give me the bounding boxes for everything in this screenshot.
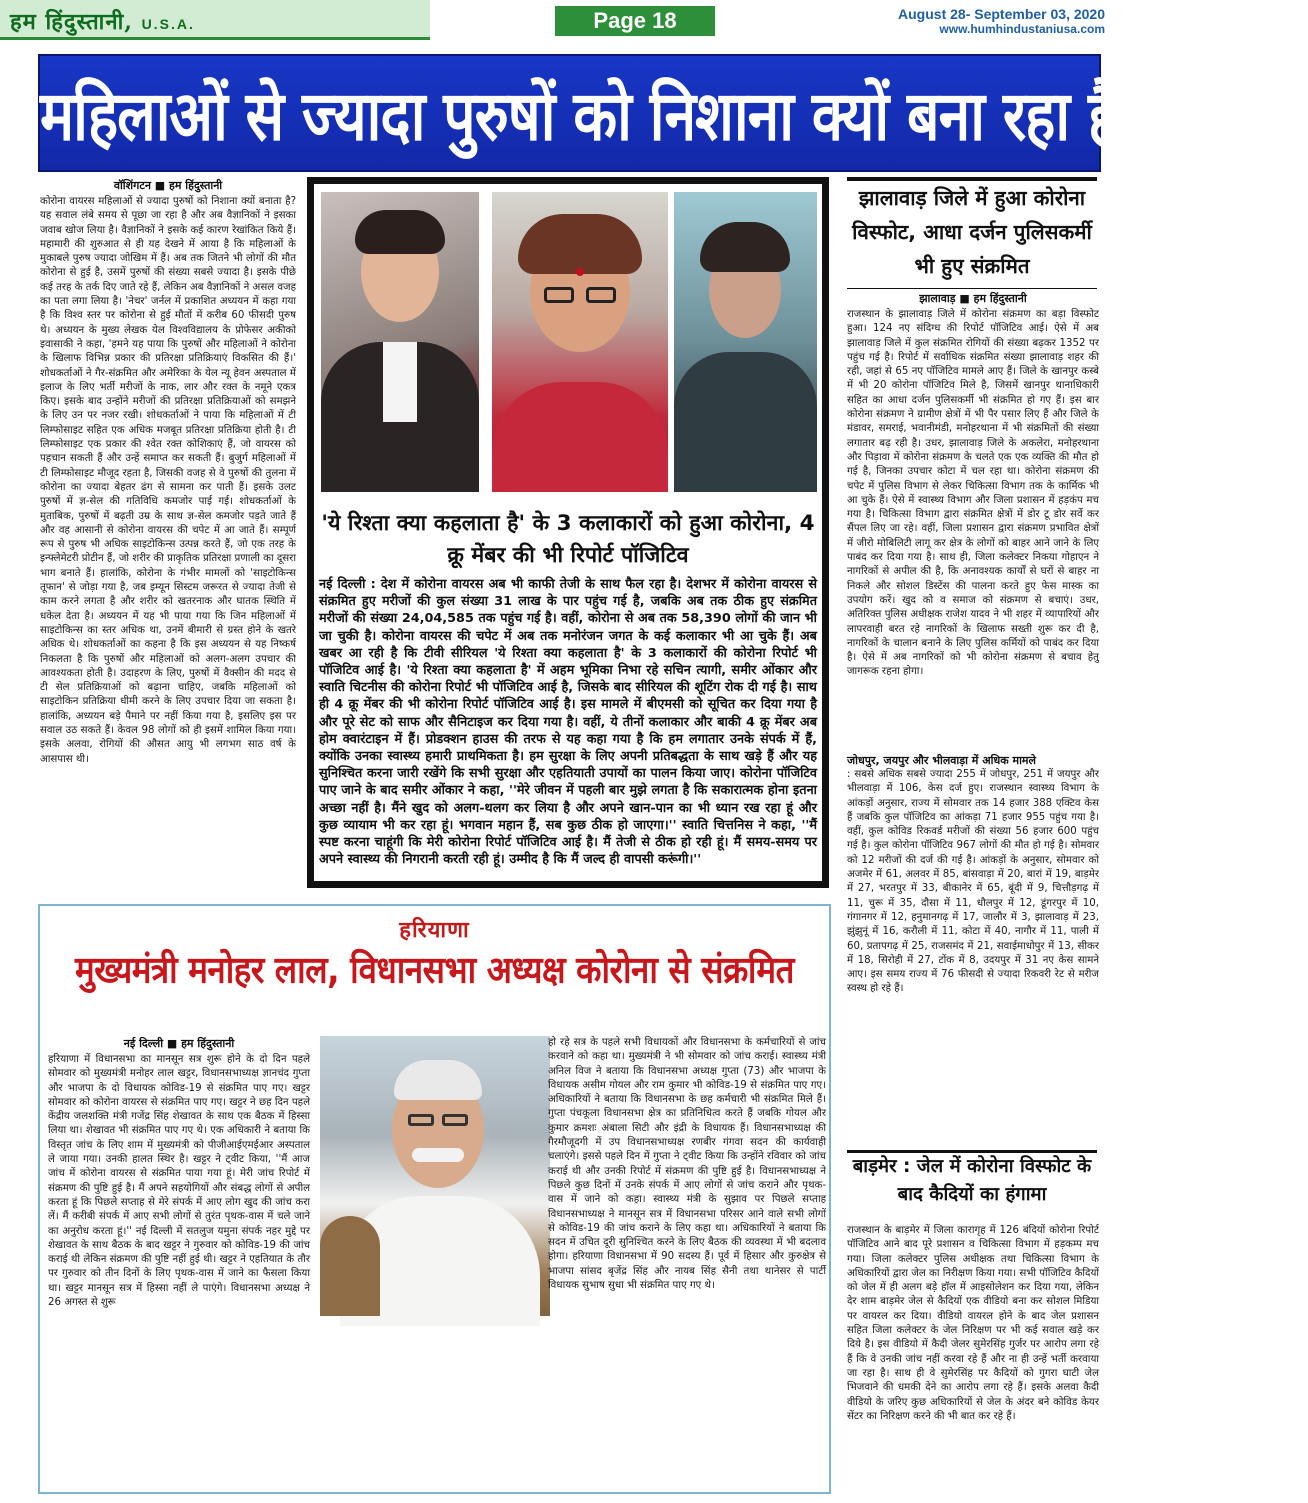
center-article (307, 177, 829, 888)
chief-minister-photo (320, 1036, 550, 1316)
right-article (847, 291, 1099, 1154)
issue-date: August 28- September 03, 2020 (898, 6, 1105, 22)
actor-photo-2 (492, 192, 668, 492)
right-article-dateline: झालावाड़ ■ हम हिंदुस्तानी (919, 292, 1027, 305)
barmer-headline: बाड़मेर : जेल में कोरोना विस्फोट के बाद कैदियों का हंगामा (847, 1150, 1097, 1214)
masthead (10, 6, 195, 36)
masthead-title: हम हिंदुस्तानी, (10, 9, 133, 35)
left-article (40, 178, 296, 1021)
right-article-body: राजस्थान के झालावाड़ जिले में कोरोना संक्रमण का बड़ा विस्फोट हुआ। 124 नए संदिग्ध की रिपोर्ट पॉजिटिव आई। ऐसे में अब झालावाड़ जिले में कुल संक्रमित रोगियों की संख्या बढ़कर 1352 पर पहुंच गई है। रिपोर्ट में सर्वाधिक संक्रमित संख्या झालावाड़ शहर की रही, जहां से 65 नए पॉजिटिव मामले आए हैं। जिले के खानपुर कस्बे में भी 20 कोरोना पॉजिटिव मिले है, जिसमें खानपुर थानाधिकारी सहित का आधा दर्जन पुलिसकर्मी भी संक्रमित हो गए हैं। इस बार कोरोना संक्रमण ने ग्रामीण क्षेत्रों में भी पैर पसार लिए हैं और जिले के मंडावर, समराई, भवानीमंडी, मनोहरथाना में भी संक्रमितों की संख्या लगातार बढ़ रही है। उधर, झालावाड़ जिले के अकलेरा, मनोहरथाना और पिड़ावा में कोरोना संक्रमण के चलते एक एक व्यक्ति की मौत हो गई है, जिनका उपचार कोटा में चल रहा था। कोरोना संक्रमण की चपेट में पुलिस विभाग से लेकर चिकित्सा विभाग तक के कार्मिक भी आ चुके हैं। ऐसे में स्वास्थ्य विभाग और जिला प्रशासन में हड़कंप मच गया है। चिकित्सा विभाग द्वारा संक्रमित क्षेत्रों में डोर टू डोर सर्वे कर सैंपल लिए जा रहे। वहीं, जिला प्रशासन द्वारा संक्रमण प्रभावित क्षेत्रों में जीरो मोबिलिटी लागू कर क्षेत्र के लोगों को बाहर आने जाने के लिए पाबंद कर दिया गया है। साथ ही, जिला कलेक्टर निकया गोहाएन ने नागरिकों से अपील की है, कि अनावश्यक कार्यों से घरों से बाहर ना निकले और सोशल डिस्टेंस की पालना करते हुए फेस मास्क का उपयोग करें। खुद को व समाज को संक्रमण से बचाएं। उधर, अतिरिक्त पुलिस अधीक्षक राजेश यादव ने भी शहर में व्यापारियों और लापरवाही बरत रहे नागरिकों के खिलाफ सख्ती शुरू कर दी है, नागरिकों के चालान बनाने के लिए पुलिस कर्मियों को पाबंद कर दिया है। ऐसे में अब नागरिकों को भी कोरोना संक्रमण से बचाव हेतु जागरूक रहना होगा। (847, 309, 1099, 678)
page-number: Page 18 (555, 6, 715, 36)
right-article-headline: झालावाड़ जिले में हुआ कोरोना विस्फोट, आधा दर्जन पुलिसकर्मी भी हुए संक्रमित (847, 177, 1097, 289)
haryana-headline: मुख्यमंत्री मनोहर लाल, विधानसभा अध्यक्ष कोरोना से संक्रमित (75, 947, 794, 992)
actor-photos (314, 184, 822, 496)
actor-photo-3 (674, 192, 817, 492)
center-article-headline: 'ये रिश्ता क्या कहलाता है' के 3 कलाकारों को हुआ कोरोना, 4 क्रू मेंबर की भी रिपोर्ट पॉजिटिव (321, 511, 815, 568)
website-link[interactable]: www.humhindustaniusa.com (939, 22, 1105, 36)
right-article-body-2: : सबसे अधिक सबसे ज्यादा 255 में जोधपुर, 251 में जयपुर और भीलवाड़ा में 106, केस दर्ज हुए। राजस्थान स्वास्थ्य विभाग के आंकड़ों अनुसार, राज्य में सोमवार तक 14 हजार 388 एक्टिव केस हैं जबकि कुल पॉजिटिव का आंकड़ा 71 हजार 955 पहुंच गया है। वहीं, कुल कोविड रिकवर्ड मरीजों की संख्या 56 हजार 600 पहुंच गई है। कुल कोरोना पॉजिटिव 967 लोगों की मौत हो गई है। सोमवार को 12 मरीजों की दर्ज की गई है। आंकड़ों के अनुसार, सोमवार को अजमेर में 61, अलवर में 85, बांसवाड़ा में 20, बारां में 19, बाड़मेर में 27, भरतपुर में 33, बीकानेर में 65, बूंदी में 9, चित्तौड़गढ़ में 11, चुरू में 35, दौसा में 11, धौलपुर में 12, डूंगरपुर में 10, गंगानगर में 12, हनुमानगढ़ में 17, जालौर में 3, झालावाड़ में 23, झुंझुनूं में 16, करौली में 11, कोटा में 40, नागौर में 11, पाली में 60, प्रतापगढ़ में 25, राजसमंद में 21, सवाईमाधोपुर में 13, सीकर में 18, सिरोही में 27, टोंक में 8, उदयपुर में 31 नए केस सामने आए। इस समय राज्य में 76 फीसदी से ज्यादा रिकवरी रेट से मरीज स्वस्थ हो रहे हैं। (847, 769, 1099, 995)
banner-headline: महिलाओं से ज्यादा पुरुषों को निशाना क्यों बना रहा है कोरोना? (40, 77, 1308, 157)
masthead-suffix: U.S.A. (141, 16, 195, 32)
haryana-col-1 (48, 1036, 310, 1483)
haryana-col-2-body: हो रहे सत्र के पहले सभी विधायकों और विधानसभा के कर्मचारियों से जांच करवाने को कहा था। मुख्यमंत्री ने भी सोमवार को जांच कराई। स्वास्थ्य मंत्री अनिल विज ने बताया कि विधानसभा अध्यक्ष गुप्ता (73) और भाजपा के विधायक असीम गोयल और राम कुमार भी कोविड-19 से संक्रमित पाए गए। अधिकारियों ने बताया कि विधानसभा के छह कर्मचारी भी संक्रमित मिले हैं। गुप्ता पंचकूला विधानसभा क्षेत्र का प्रतिनिधित्व करते हैं जबकि गोयल और कुमार क्रमशः अंबाला सिटी और इंद्री के विधायक हैं। विधानसभाध्यक्ष की गैरमौजूदगी में उप विधानसभाध्यक्ष रणबीर गंगवा सदन की कार्यवाही चलाएंगे। इससे पहले दिन में गुप्ता ने ट्वीट किया कि उन्होंने रविवार को जांच कराई थी और उनकी रिपोर्ट में संक्रमण की पुष्टि हुई है। विधानसभाध्यक्ष ने पिछले कुछ दिनों में उनके संपर्क में आए लोगों से जांच कराने और पृथक-वास में जाने को कहा। स्वास्थ्य मंत्री के सुझाव पर पिछले सप्ताह विधानसभाध्यक्ष ने मानसून सत्र में विधानसभा परिसर आने वाले सभी लोगों से कोविड-19 की जांच कराने के लिए कहा था। अधिकारियों ने बताया कि सदन में उचित दूरी सुनिश्चित करने के लिए बैठक की व्यवस्था में भी बदलाव होगा। हरियाणा विधानसभा में 90 सदस्य हैं। पूर्व में हिसार और कुरुक्षेत्र से भाजपा सांसद बृजेंद्र सिंह और नायब सिंह सैनी तथा थानेसर से पार्टी विधायक सुभाष सुधा भी संक्रमित पाए गए थे। (548, 1037, 826, 1292)
left-article-body: कोरोना वायरस महिलाओं से ज्यादा पुरुषों को निशाना क्यों बनाता है? यह सवाल लंबे समय से पूछा जा रहा है और अब वैज्ञानिकों ने इसका जवाब खोज लिया है। वैज्ञानिकों ने इसके कई कारण रेखांकित किये हैं। महामारी की शुरुआत से ही यह देखने में आया है कि महिलाओं के मुकाबले पुरुष ज्यादा जोखिम में हैं। अब तक जितने भी लोगों की मौत कोरोना से हुई है, उसमें पुरुषों की संख्या सबसे ज्यादा है। इसके पीछे कई तरह के तर्क दिए जाते रहे हैं, लेकिन अब वैज्ञानिकों ने असल वजह का पता लगा लिया है। 'नेचर' जर्नल में प्रकाशित अध्ययन में कहा गया है कि विश्व स्तर पर कोरोना से हुई मौतों में करीब 60 फीसदी पुरुष थे। अध्ययन के मुख्य लेखक येल विश्वविद्यालय के प्रोफेसर अकीको इवासाकी ने कहा, 'हमने यह पाया कि पुरुषों और महिलाओं ने कोरोना के खिलाफ विभिन्न प्रकार की प्रतिरक्षा प्रतिक्रियाएं विकसित की हैं।' शोधकर्ताओं ने गैर-संक्रमित और अमेरिका के येल न्यू हेवन अस्पताल में इलाज के लिए भर्ती मरीजों के नाक, लार और रक्त के नमूने एकत्र किए। इसके बाद उन्होंने मरीजों की प्रतिरक्षा प्रतिक्रियाओं को समझने के लिए उन पर नजर रखी। शोधकर्ताओं ने पाया कि महिलाओं में टी लिम्फोसाइट सहित एक अधिक मजबूत प्रतिरक्षा प्रतिक्रिया होती है। टी लिम्फोसाइट एक प्रकार की श्वेत रक्त कोशिकाएं हैं, जो वायरस को पहचान सकती हैं और उन्हें समाप्त कर सकती हैं। बुजुर्ग महिलाओं में टी लिम्फोसाइट मौजूद रहता है, जिसकी वजह से वे पुरुषों की तुलना में कोरोना का ज्यादा बेहतर ढंग से सामना कर पाती हैं। इसके उलट पुरुषों में ज्ञ-सेल की गतिविधि कमजोर पाई गई। शोधकर्ताओं के मुताबिक, पुरुषों में बढ़ती उम्र के साथ ज्ञ-सेल कमजोर पड़ते जाते हैं और वह आसानी से कोरोना वायरस की चपेट में आ जाते हैं। सम्पूर्ण रूप से पुरुष भी अधिक साइटोकिन्स उत्पन्न करते हैं, जो एक तरह के इन्फ्लेमेटरी प्रोटीन हैं, जो शरीर की प्राकृतिक प्रतिरक्षा प्रणाली का दूसरा भाग बनाते हैं। हालांकि, कोरोना के गंभीर मामलों को 'साइटोकिन्स तूफान' से जोड़ा गया है, जब इम्यून सिस्टम जरूरत से ज्यादा तेजी से काम करने लगता है और शरीर को खतरनाक और घातक स्थिति में धकेल देता है। अध्ययन में यह भी पाया गया कि जिन महिलाओं में साइटोकिन्स का स्तर अधिक था, उनमें बीमारी से ग्रस्त होने के खतरे अधिक थे। शोधकर्ताओं का कहना है कि इस अध्ययन से यह निष्कर्ष निकलता है कि पुरुषों और महिलाओं को अलग-अलग उपचार की आवश्यकता होती है। उदाहरण के लिए, पुरुषों में वैक्सीन की मदद से टी सेल प्रतिक्रियाओं को बढ़ाना चाहिए, जबकि महिलाओं को साइटोकिन प्रतिक्रिया धीमी करने के लिए उपचार दिया जा सकता है। हालांकि, अध्ययन बड़े पैमाने पर नहीं किया गया है, इसलिए इस पर सवाल उठ सकते हैं। केवल 98 लोगों को ही इसमें शामिल किया गया। इसके अलवा, रोगियों की औसत आयु भी लगभग साठ वर्ष के आसपास थी। (40, 196, 296, 765)
main-banner (38, 54, 1308, 172)
issue-date-block (898, 6, 1105, 36)
haryana-section-title: हरियाणा (399, 918, 470, 943)
haryana-dateline: नई दिल्ली ■ हम हिंदुस्तानी (123, 1037, 235, 1050)
right-article-subhead: जोधपुर, जयपुर और भीलवाड़ा में अधिक मामले (847, 754, 1036, 767)
haryana-col-1-body: हरियाणा में विधानसभा का मानसून सत्र शुरू होने के दो दिन पहले सोमवार को मुख्यमंत्री मनोहर लाल खट्टर, विधानसभाध्यक्ष ज्ञानचंद गुप्ता और भाजपा के दो विधायक कोविड-19 से संक्रमित पाए गए। खट्टर सोमवार को कोरोना वायरस से संक्रमित पाए गए। खट्टर ने छह दिन पहले केंद्रीय जलशक्ति मंत्री गजेंद्र सिंह शेखावत के साथ एक बैठक में हिस्सा लिया था। शेखावत भी संक्रमित पाए गए थे। एक अधिकारी ने बताया कि विस्तृत जांच के लिए शाम में मुख्यमंत्री को पीजीआईएमईआर अस्पताल ले जाया गया। उनकी हालत स्थिर है। खट्टर ने ट्वीट किया, ''मैं आज जांच में कोरोना वायरस से संक्रमित पाया गया हूं। मेरी जांच रिपोर्ट में संक्रमण की पुष्टि हुई है। मैं अपने सहयोगियों और संबद्ध लोगों से अपील करता हूं कि पिछले सप्ताह से मेरे संपर्क में आए लोग खुद की जांच करा लें। मैं करीबी संपर्क में आए सभी लोगों से तुरंत पृथक-वास में चले जाने का अनुरोध करता हूं।'' नई दिल्ली में सतलुज यमुना संपर्क नहर मुद्दे पर शेखावत के साथ बैठक के बाद खट्टर ने गुरुवार को कोविड-19 की जांच कराई थी लेकिन संक्रमण की पुष्टि नहीं हुई थी। खट्टर ने एहतियात के तौर पर गुरुवार को तीन दिनों के लिए पृथक-वास में जाने का फैसला किया था। खट्टर मानसून सत्र में हिस्सा नहीं ले पाएंगे। विधानसभा अध्यक्ष ने 26 अगस्त से शुरू (48, 1054, 310, 1309)
actor-photo-1 (321, 192, 479, 492)
left-article-dateline: वॉशिंगटन ■ हम हिंदुस्तानी (113, 179, 223, 192)
masthead-bar (0, 0, 430, 40)
haryana-article (38, 904, 831, 1494)
center-article-body: नई दिल्ली : देश में कोरोना वायरस अब भी काफी तेजी के साथ फैल रहा है। देशभर में कोरोना वायरस से संक्रमित हुए मरीजों की कुल संख्या 31 लाख के पार पहुंच गई है, जबकि अब तक ठीक हुए संक्रमित मरीजों की संख्या 24,04,585 तक पहुंच गई है। वहीं, कोरोना से अब तक 58,390 लोगों की जान भी जा चुकी है। कोरोना वायरस की चपेट में अब तक मनोरंजन जगत के कई कलाकार भी आ चुके हैं। अब खबर आ रही है कि टीवी सीरियल 'ये रिश्ता क्या कहलाता है' के 3 कलाकारों की कोरोना रिपोर्ट भी पॉजिटिव आई है। 'ये रिश्ता क्या कहलाता है' में अहम भूमिका निभा रहे सचिन त्यागी, समीर ओंकार और स्वाति चिटनीस की कोरोना रिपोर्ट भी पॉजिटिव आई है, जिसके बाद सीरियल की शूटिंग रोक दी गई है। साथ ही 4 क्रू मेंबर की भी कोरोना रिपोर्ट पॉजिटिव आई है। इस मामले में बीएमसी को सूचित कर दिया गया है और पूरे सेट को साफ और सैनिटाइज कर दिया गया है। वहीं, ये तीनों कलाकार और बाकी 4 क्रू मेंबर अब होम क्वारंटाइन में हैं। प्रोडक्शन हाउस की तरफ से यह कहा गया है कि हम लगातार उनके संपर्क में हैं, क्योंकि उनका स्वास्थ्य हमारी प्राथमिकता है। हम सुरक्षा के लिए अपनी प्रतिबद्धता के साथ खड़े हैं और यह सुनिश्चित करना जारी रखेंगे कि सभी सुरक्षा और एहतियाती उपायों का पालन किया जाए। कोरोना पॉजिटिव पाए जाने के बाद समीर ओंकार ने कहा, ''मेरे जीवन में पहली बार मुझे लगता है कि सकारात्मक होना इतना अच्छा नहीं है। मैंने खुद को अलग-थलग कर लिया है और अपने खान-पान का भी ध्यान रख रहा हूं और कुछ व्यायाम भी कर रहा हूं। भगवान महान हैं, सब कुछ ठीक हो जाएगा।'' स्वाति चित्तनिस ने कहा, ''मैं स्पष्ट करना चाहूंगी कि मेरी कोरोना रिपोर्ट पॉजिटिव आई है। मैं तेजी से ठीक हो रही हूं। मैं समय-समय पर अपने स्वास्थ्य की निगरानी करती रही हूं। उम्मीद है कि मैं जल्द ही वापसी करूंगी।'' (319, 577, 817, 868)
barmer-article-body: राजस्थान के बाड़मेर में जिला कारागृह में 126 बंदियों कोरोना रिपोर्ट पॉजिटिव आने बाद पूरे प्रशासन व चिकित्सा विभाग में हड़कम्प मच गया। जिला कलेक्टर पुलिस अधीक्षक तथा चिकित्सा विभाग के अधिकारियों द्वारा जेल का निरीक्षण किया गया। सभी पॉजिटिव कैदियों को जेल में ही अलग बड़े हॉल में आइसोलेशन कर दिया गया, लेकिन देर शाम बाड़मेर जेल से कैदियों एक वीडियो बना कर सोशल मिडिया पर वायरल कर दिया। वीडियो वायरल होने के बाद जेल प्रशासन सहित जिला कलेक्टर के जेल निरिक्षण पर भी कई सवाल खड़े कर दिये है। इस वीडियो में कैदी जेलर सुमेरसिंह गुर्जर पर आरोप लगा रहे हैं कि वे उनकी जांच नहीं करवा रहे हैं और ना ही उन्हें भर्ती करवाया जा रहा है। साथ ही वे सुमेरसिंह पर कैदियों को गुगरा घाटी जेल भिजवाने की धमकी देने का आरोप लगा रहे हैं। इसके अलवा कैदी वीडियो के जरिए कुछ अधिकारियों से जेल के अंदर बने कोविड केयर सेंटर का निरिक्षण करने की भी बात कर रहे हैं। (847, 1225, 1099, 1422)
